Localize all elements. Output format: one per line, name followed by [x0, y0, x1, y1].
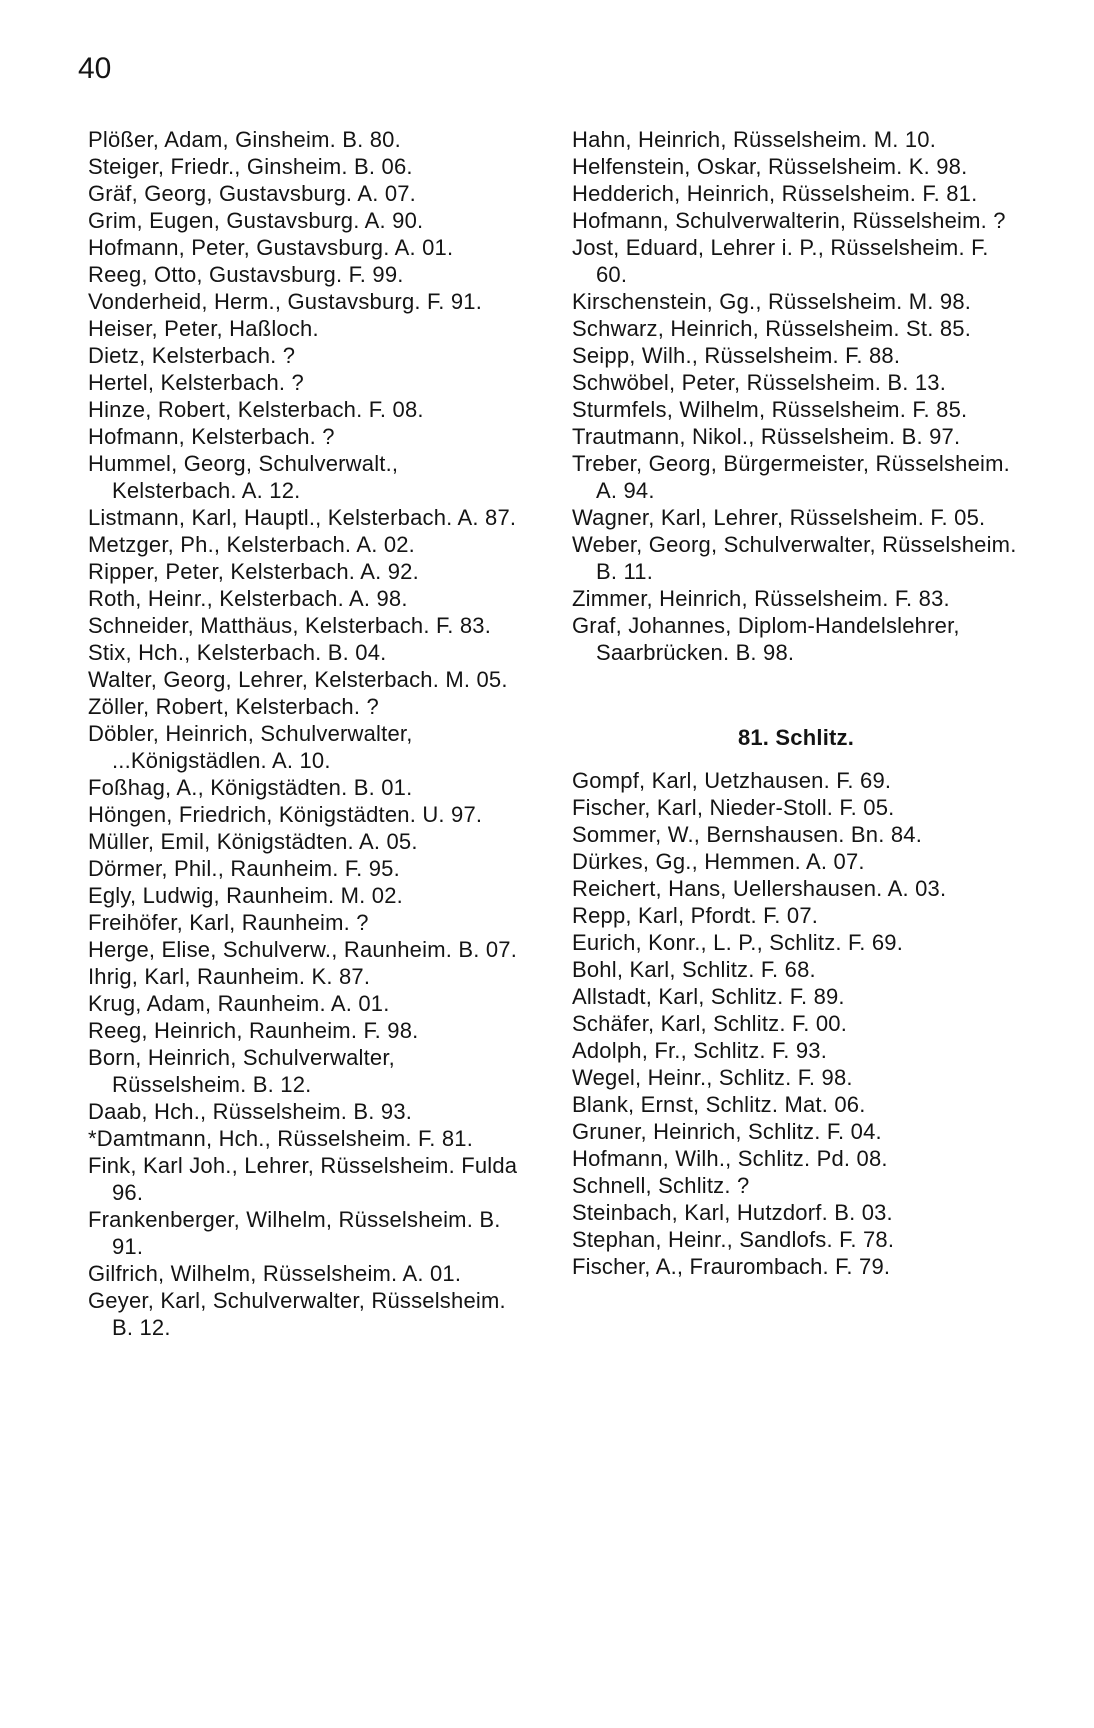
directory-entry: Metzger, Ph., Kelsterbach. A. 02.	[88, 532, 415, 557]
directory-entry: Freihöfer, Karl, Raunheim. ?	[88, 910, 369, 935]
directory-entry: Döbler, Heinrich, Schulverwalter, ...Königstädlen. A. 10.	[88, 721, 413, 773]
directory-entry: Jost, Eduard, Lehrer i. P., Rüsselsheim. F. 60.	[572, 235, 989, 287]
directory-entry: Herge, Elise, Schulverw., Raunheim. B. 07.	[88, 937, 518, 962]
directory-entry: Stix, Hch., Kelsterbach. B. 04.	[88, 640, 387, 665]
directory-entry: Gräf, Georg, Gustavsburg. A. 07.	[88, 181, 416, 206]
directory-entry: Hofmann, Schulverwalterin, Rüsselsheim. ?	[572, 208, 1006, 233]
directory-entry: Bohl, Karl, Schlitz. F. 68.	[572, 957, 816, 982]
directory-entry: Vonderheid, Herm., Gustavsburg. F. 91.	[88, 289, 483, 314]
directory-entry: Kirschenstein, Gg., Rüsselsheim. M. 98.	[572, 289, 972, 314]
directory-entry: Sturmfels, Wilhelm, Rüsselsheim. F. 85.	[572, 397, 968, 422]
directory-entry: Ihrig, Karl, Raunheim. K. 87.	[88, 964, 371, 989]
directory-entry: *Damtmann, Hch., Rüsselsheim. F. 81.	[88, 1126, 474, 1151]
directory-entry: Fink, Karl Joh., Lehrer, Rüsselsheim. Fulda 96.	[88, 1153, 518, 1205]
directory-entry: Listmann, Karl, Hauptl., Kelsterbach. A. 87.	[88, 505, 517, 530]
directory-entry: Hummel, Georg, Schulverwalt., Kelsterbach. A. 12.	[88, 451, 399, 503]
section-heading: 81. Schlitz.	[737, 725, 855, 750]
directory-entry: Plößer, Adam, Ginsheim. B. 80.	[88, 127, 401, 152]
directory-entry: Reichert, Hans, Uellershausen. A. 03.	[572, 876, 947, 901]
directory-entry: Höngen, Friedrich, Königstädten. U. 97.	[88, 802, 483, 827]
directory-entry: Graf, Johannes, Diplom-Handelslehrer, Saarbrücken. B. 98.	[572, 613, 960, 665]
directory-entry: Steinbach, Karl, Hutzdorf. B. 03.	[572, 1200, 893, 1225]
directory-entry: Stephan, Heinr., Sandlofs. F. 78.	[572, 1227, 895, 1252]
directory-entry: Schneider, Matthäus, Kelsterbach. F. 83.	[88, 613, 492, 638]
directory-entry: Hofmann, Wilh., Schlitz. Pd. 08.	[572, 1146, 888, 1171]
directory-entry: Wegel, Heinr., Schlitz. F. 98.	[572, 1065, 853, 1090]
directory-entry: Geyer, Karl, Schulverwalter, Rüsselsheim. B. 12.	[88, 1288, 506, 1340]
directory-entry: Frankenberger, Wilhelm, Rüsselsheim. B. 91.	[88, 1207, 501, 1259]
directory-entry: Wagner, Karl, Lehrer, Rüsselsheim. F. 05.	[572, 505, 986, 530]
directory-entry: Roth, Heinr., Kelsterbach. A. 98.	[88, 586, 408, 611]
directory-entry: Repp, Karl, Pfordt. F. 07.	[572, 903, 819, 928]
directory-entry: Heiser, Peter, Haßloch.	[88, 316, 319, 341]
directory-entry: Treber, Georg, Bürgermeister, Rüsselsheim. A. 94.	[572, 451, 1010, 503]
directory-entry: Schnell, Schlitz. ?	[572, 1173, 750, 1198]
directory-entry: Fischer, A., Fraurombach. F. 79.	[572, 1254, 891, 1279]
directory-entry: Hofmann, Kelsterbach. ?	[88, 424, 335, 449]
directory-entry: Dörmer, Phil., Raunheim. F. 95.	[88, 856, 400, 881]
directory-entry: Blank, Ernst, Schlitz. Mat. 06.	[572, 1092, 866, 1117]
directory-entry: Ripper, Peter, Kelsterbach. A. 92.	[88, 559, 419, 584]
directory-entry: Dietz, Kelsterbach. ?	[88, 343, 296, 368]
right-column-top-list	[572, 126, 1020, 666]
directory-entry: Reeg, Heinrich, Raunheim. F. 98.	[88, 1018, 419, 1043]
directory-entry: Grim, Eugen, Gustavsburg. A. 90.	[88, 208, 424, 233]
left-column	[88, 126, 528, 1341]
directory-entry: Krug, Adam, Raunheim. A. 01.	[88, 991, 390, 1016]
directory-entry: Steiger, Friedr., Ginsheim. B. 06.	[88, 154, 413, 179]
directory-entry: Walter, Georg, Lehrer, Kelsterbach. M. 05.	[88, 667, 508, 692]
directory-entry: Hertel, Kelsterbach. ?	[88, 370, 304, 395]
directory-entry: Egly, Ludwig, Raunheim. M. 02.	[88, 883, 403, 908]
directory-entry: Zöller, Robert, Kelsterbach. ?	[88, 694, 379, 719]
directory-entry: Seipp, Wilh., Rüsselsheim. F. 88.	[572, 343, 901, 368]
directory-entry: Eurich, Konr., L. P., Schlitz. F. 69.	[572, 930, 904, 955]
directory-entry: Fischer, Karl, Nieder-Stoll. F. 05.	[572, 795, 895, 820]
directory-entry: Trautmann, Nikol., Rüsselsheim. B. 97.	[572, 424, 961, 449]
directory-entry: Schäfer, Karl, Schlitz. F. 00.	[572, 1011, 848, 1036]
directory-entry: Schwöbel, Peter, Rüsselsheim. B. 13.	[572, 370, 947, 395]
directory-entry: Hahn, Heinrich, Rüsselsheim. M. 10.	[572, 127, 937, 152]
directory-entry: Born, Heinrich, Schulverwalter, Rüsselsheim. B. 12.	[88, 1045, 395, 1097]
directory-entry: Allstadt, Karl, Schlitz. F. 89.	[572, 984, 845, 1009]
directory-entry: Foßhag, A., Königstädten. B. 01.	[88, 775, 413, 800]
directory-entry: Schwarz, Heinrich, Rüsselsheim. St. 85.	[572, 316, 972, 341]
directory-entry: Reeg, Otto, Gustavsburg. F. 99.	[88, 262, 404, 287]
directory-entry: Gilfrich, Wilhelm, Rüsselsheim. A. 01.	[88, 1261, 462, 1286]
directory-entry: Gruner, Heinrich, Schlitz. F. 04.	[572, 1119, 882, 1144]
directory-entry: Sommer, W., Bernshausen. Bn. 84.	[572, 822, 923, 847]
directory-entry: Adolph, Fr., Schlitz. F. 93.	[572, 1038, 828, 1063]
directory-entry: Müller, Emil, Königstädten. A. 05.	[88, 829, 418, 854]
right-column	[572, 126, 1020, 1280]
directory-entry: Weber, Georg, Schulverwalter, Rüsselsheim. B. 11.	[572, 532, 1017, 584]
directory-entry: Daab, Hch., Rüsselsheim. B. 93.	[88, 1099, 413, 1124]
directory-entry: Zimmer, Heinrich, Rüsselsheim. F. 83.	[572, 586, 950, 611]
directory-entry: Gompf, Karl, Uetzhausen. F. 69.	[572, 768, 892, 793]
directory-entry: Helfenstein, Oskar, Rüsselsheim. K. 98.	[572, 154, 968, 179]
directory-entry: Hofmann, Peter, Gustavsburg. A. 01.	[88, 235, 454, 260]
page-number: 40	[78, 52, 112, 85]
directory-entry: Hinze, Robert, Kelsterbach. F. 08.	[88, 397, 424, 422]
right-column-bottom-list	[572, 767, 1020, 1280]
directory-entry: Hedderich, Heinrich, Rüsselsheim. F. 81.	[572, 181, 978, 206]
directory-entry: Dürkes, Gg., Hemmen. A. 07.	[572, 849, 865, 874]
